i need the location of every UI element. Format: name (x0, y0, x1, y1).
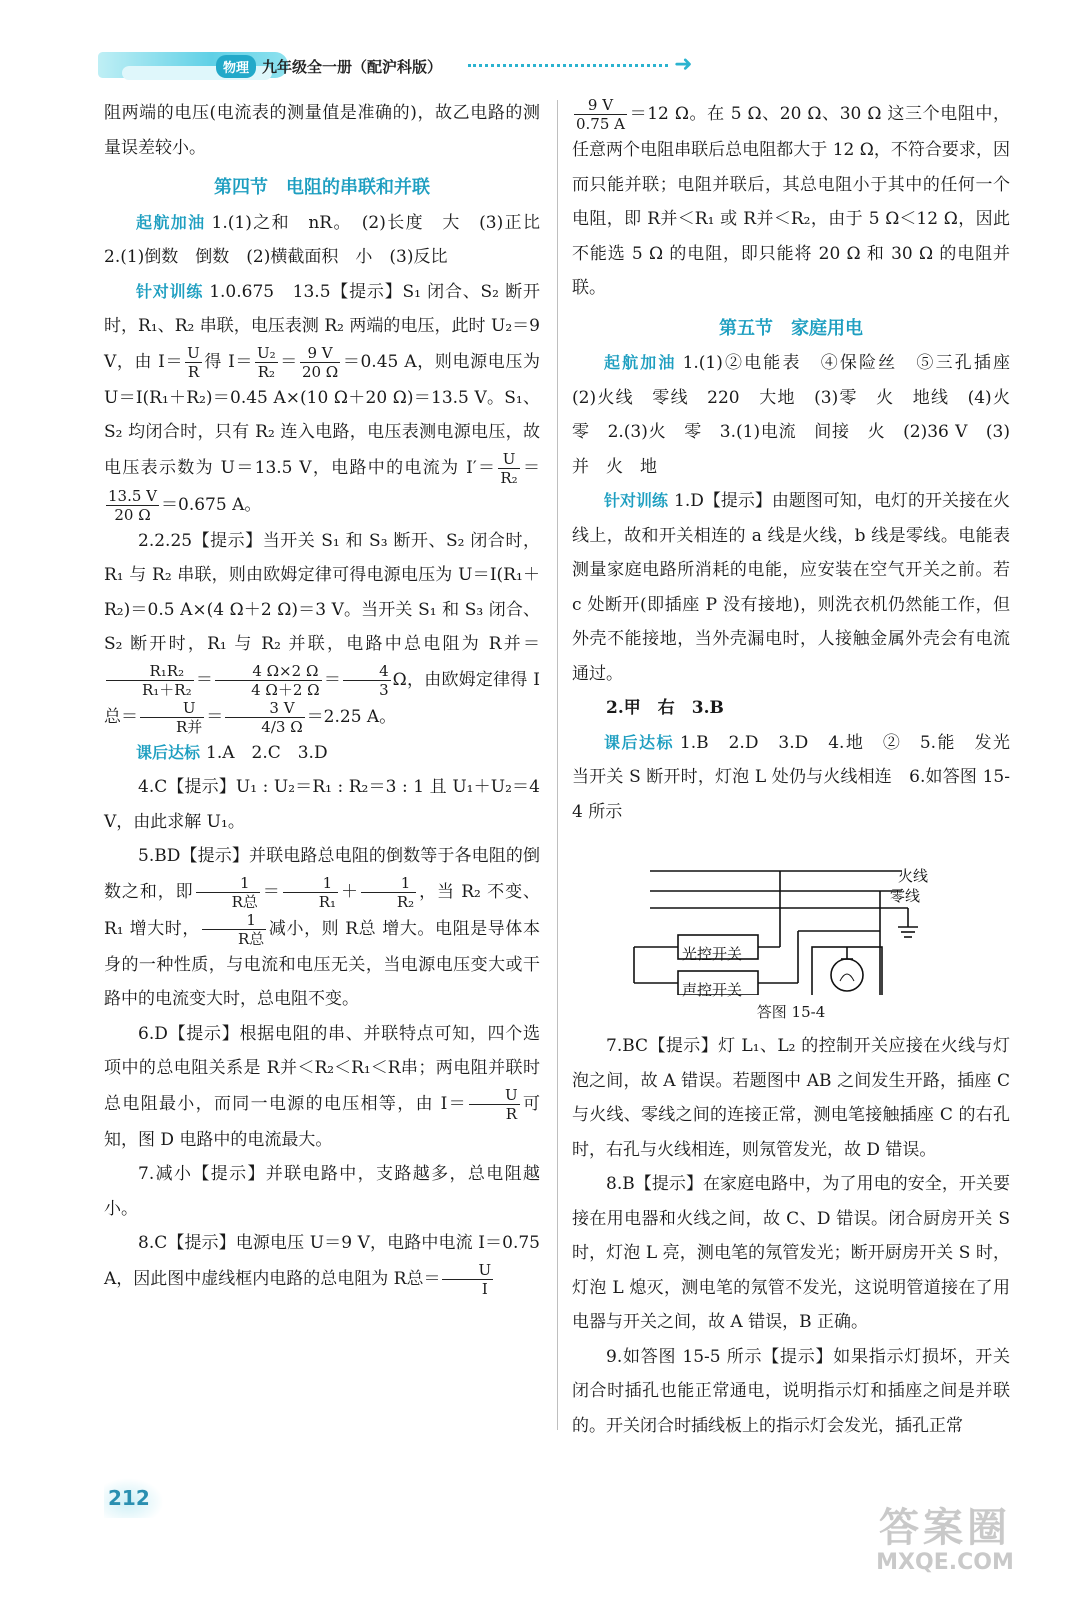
kehou-answers: 课后达标 1.A 2.C 3.D (136, 742, 328, 763)
answer-q5: 5.BD【提示】并联电路总电阻的倒数等于各电阻的倒数之和，即 $\frac{1}{\text{R总}}$ ＝ $\frac{1}{\text{R₁}}$ ＋ $\frac{1}{\text{R₂}}$ ，当 R₂ 不变、R₁ 增大时， $\frac{1}{\text{R总}}$ 减小，则 R总 增大。电阻是导体本身的一种性质，与电流和电压无关，当电源电压变大或干路中的电流变大时，总电阻不变。 (104, 846, 541, 1009)
qihang-label: 起航加油 (136, 212, 206, 232)
answer-q8-continued: $\frac{9 V}{0.75 A}$ ＝12 Ω。在 5 Ω、20 Ω、30 Ω 这三个电阻中，任意两个电阻串联后总电阻都大于 12 Ω，不符合要求，因而只能并联；电阻并联后，其总电阻小于其中的任何一个电阻，即 R并＜R₁ 或 R并＜R₂，由于 5 Ω＜12 Ω，因此不能选 5 Ω 的电阻，即只能将 20 Ω 和 30 Ω 的电阻并联。 (572, 96, 1010, 298)
subject-badge: 物理 (216, 55, 256, 78)
qihang-text: 1.(1)之和 nR。 (2)长度 大 (3)正比 2.(1)倒数 倒数 (2)横截面积 小 (3)反比 (104, 212, 557, 267)
answer-q8: 8.C【提示】电源电压 U＝9 V，电路中电流 I＝0.75 A，因此图中虚线框内电路的总电阻为 R总＝ $\frac{U}{I}$ (104, 1233, 540, 1298)
answer-q7: 7.减小【提示】并联电路中，支路越多，总电阻越小。 (104, 1164, 540, 1219)
fraction: $\frac{1}{\text{R总}}$ (196, 874, 260, 911)
header-dotted-line (468, 64, 668, 67)
qihang-answers (104, 206, 557, 275)
fraction: $\frac{13.5 V}{20 \Omega}$ (108, 486, 157, 524)
figure-caption: 答图 15-4 (756, 1003, 826, 1021)
watermark-logo: 答案圈 MXQE.COM (876, 1505, 1014, 1575)
fraction: $\frac{9 V}{20 \Omega}$ (301, 343, 339, 381)
column-divider (557, 100, 558, 1430)
page-number: 212 (108, 1486, 150, 1510)
neutral-wire-label: 零线 (890, 887, 921, 905)
light-switch-label: 光控开关 (682, 945, 743, 963)
zhendui-q1: 针对训练 1.0.675 13.5【提示】S₁ 闭合、S₂ 断开时，R₁、R₂ 串联，电压表测 R₂ 两端的电压，此时 U₂＝9 V，由 I＝ $\frac{U}{R}$ 得 I＝ $\frac{\text{U₂}}{\text{R₂}}$ ＝ $\frac{9 V}{20 \Omega}$ ＝0.45 A，则电源电压为 U＝I(R₁＋R₂)＝0.45 A×(10 Ω＋20 Ω)＝13.5 V。S₁、S₂ 均闭合时，只有 R₂ 连入电路，电压表测电源电压，故电压表示数为 U＝13.5 V，电路中的电流为 I′＝ $\frac{U}{\text{R₂}}$ ＝ $\frac{13.5 V}{20 \Omega}$ ＝0.675 A。 (104, 281, 540, 524)
fraction: $\frac{1}{\text{R总}}$ (202, 911, 266, 948)
fraction: $\frac{9 V}{0.75 A}$ (576, 96, 625, 133)
zd1-text-a: 1.0.675 13.5【提示】S₁ 闭合、S₂ 断开时，R₁、R₂ 串联，电压表测 R₂ 两端的电压，此时 U₂＝9 V，由 I＝ (104, 281, 540, 372)
zd1-text-b: 得 I＝ (203, 351, 254, 372)
zhendui-label: 针对训练 (136, 281, 204, 301)
answer-q9-5: 9.如答图 15-5 所示【提示】如果指示灯损坏，开关闭合时插孔也能正常通电，说明指示灯和插座之间是并联的。开关闭合时插线板上的指示灯会发光，插孔正常 (572, 1346, 1010, 1436)
fraction: $\frac{U}{\text{R并}}$ (140, 699, 204, 736)
qihang-label: 起航加油 (604, 353, 677, 372)
circuit-svg (572, 835, 1010, 995)
right-column (572, 96, 1027, 1443)
fraction: $\frac{U}{I}$ (442, 1261, 493, 1298)
lamp-bulb (831, 959, 863, 991)
section-title-5: 第五节 家庭用电 (719, 317, 863, 339)
arrow-right-icon: ➜ (674, 52, 693, 77)
fraction: $\frac{1}{\text{R₂}}$ (361, 874, 416, 911)
zhendui-q2: 2.2.25【提示】当开关 S₁ 和 S₃ 断开、S₂ 闭合时，R₁ 与 R₂ 串联，则由欧姆定律可得电源电压为 U＝I(R₁＋R₂)＝0.5 A×(4 Ω＋2 Ω)＝3 V。当开关 S₁ 和 S₃ 闭合、S₂ 断开时，R₁ 与 R₂ 并联，电路中总电阻为 R并＝ $\frac{\text{R₁R₂}}{\text{R₁＋R₂}}$ ＝ $\frac{4 \Omega\times 2 \Omega}{4 \Omega+2 \Omega}$ ＝ $\frac{4}{3}$ Ω，由欧姆定律得 I总＝ $\frac{U}{\text{R并}}$ ＝ $\frac{3 V}{4/3 \Omega}$ ＝2.25 A。 (104, 530, 541, 736)
kehou-answers-5: 课后达标 1.B 2.D 3.D 4.地 ② 5.能 发光 当开关 S 断开时，灯泡 L 处仍与火线相连 6.如答图 15-4 所示 (572, 732, 1027, 822)
page-header (98, 46, 718, 96)
fraction: $\frac{4}{3}$ (343, 662, 391, 699)
answer-q7-5: 7.BC【提示】灯 L₁、L₂ 的控制开关应接在火线与灯泡之间，故 A 错误。若题图中 AB 之间发生开路，插座 C 与火线、零线之间的连接正常，测电笔接触插座 C 的右孔时，右孔与火线相连，则氖管发光，故 D 错误。 (572, 1036, 1010, 1160)
fraction: $\frac{3 V}{4/3 \Omega}$ (225, 699, 304, 736)
book-title: 九年级全一册（配沪科版） (262, 58, 443, 76)
qihang-answers-5: 起航加油 1.(1)②电能表 ④保险丝 ⑤三孔插座 (2)火线 零线 220 大地 (3)零 火 地线 (4)火 零 2.(3)火 零 3.(1)电流 间接 火 (2)36 V (3)并 火 地 (572, 353, 1027, 477)
answer-q8-5: 8.B【提示】在家庭电路中，为了用电的安全，开关要接在用电器和火线之间，故 C、D 错误。闭合厨房开关 S 时，灯泡 L 亮，测电笔的氖管发光；断开厨房开关 S 时，灯泡 L 熄灭，测电笔的氖管不发光，这说明管道接在了用电器与开关之间，故 A 错误，B 正确。 (572, 1174, 1010, 1332)
kehou-label: 课后达标 (136, 742, 201, 762)
fraction: $\frac{\text{U₂}}{\text{R₂}}$ (257, 343, 276, 381)
zhendui-q1-5: 针对训练 1.D【提示】由题图可知，电灯的开关接在火线上，故和开关相连的 a 线是火线，b 线是零线。电能表测量家庭电路所消耗的电能，应安装在空气开关之前。若 c 处断开(即插座 P 没有接地)，则洗衣机仍然能工作，但外壳不能接地，当外壳漏电时，人接触金属外壳会有电流通过。 (572, 491, 1010, 684)
zhendui-q2-5: 2.甲 右 3.B (606, 698, 724, 718)
fraction: $\frac{1}{\text{R₁}}$ (283, 874, 338, 911)
fraction: $\frac{U}{R}$ (187, 343, 200, 381)
answer-q4: 4.C【提示】U₁ : U₂＝R₁ : R₂＝3 : 1 且 U₁＋U₂＝4 V，由此求解 U₁。 (104, 777, 540, 832)
answer-q6: 6.D【提示】根据电阻的串、并联特点可知，四个选项中的总电阻关系是 R并＜R₂＜R₁＜R串；两电阻并联时总电阻最小，而同一电源的电压相等，由 I＝ $\frac{U}{R}$ 可知，图 D 电路中的电流最大。 (104, 1023, 540, 1150)
left-column (104, 96, 557, 1298)
fraction: $\frac{U}{\text{R₂}}$ (500, 449, 518, 487)
fraction: $\frac{\text{R₁R₂}}{\text{R₁＋R₂}}$ (106, 662, 194, 699)
zd1-text-c: ＝0.45 A，则电源电压为 U＝I(R₁＋R₂)＝0.45 A×(10 Ω＋20 Ω)＝13.5 V。S₁、S₂ 均闭合时，只有 R₂ 连入电路，电压表测电源电压，故电压表示数为 U＝13.5 V，电路中的电流为 I′＝ (104, 351, 540, 478)
section-title-4: 第四节 电阻的串联和并联 (214, 177, 430, 198)
zhendui-label: 针对训练 (604, 491, 669, 510)
paragraph-continued: 阻两端的电压(电流表的测量值是准确的)，故乙电路的测量误差较小。 (104, 103, 540, 158)
zd1-text-d: ＝0.675 A。 (161, 494, 262, 515)
sound-switch-label: 声控开关 (682, 981, 743, 999)
kehou-label: 课后达标 (604, 732, 674, 752)
fraction: $\frac{4 \Omega\times 2 \Omega}{4 \Omega+2 \Omega}$ (215, 662, 322, 699)
fraction: $\frac{U}{R}$ (469, 1086, 520, 1123)
circuit-diagram (572, 835, 1010, 999)
live-wire-label: 火线 (898, 867, 929, 885)
